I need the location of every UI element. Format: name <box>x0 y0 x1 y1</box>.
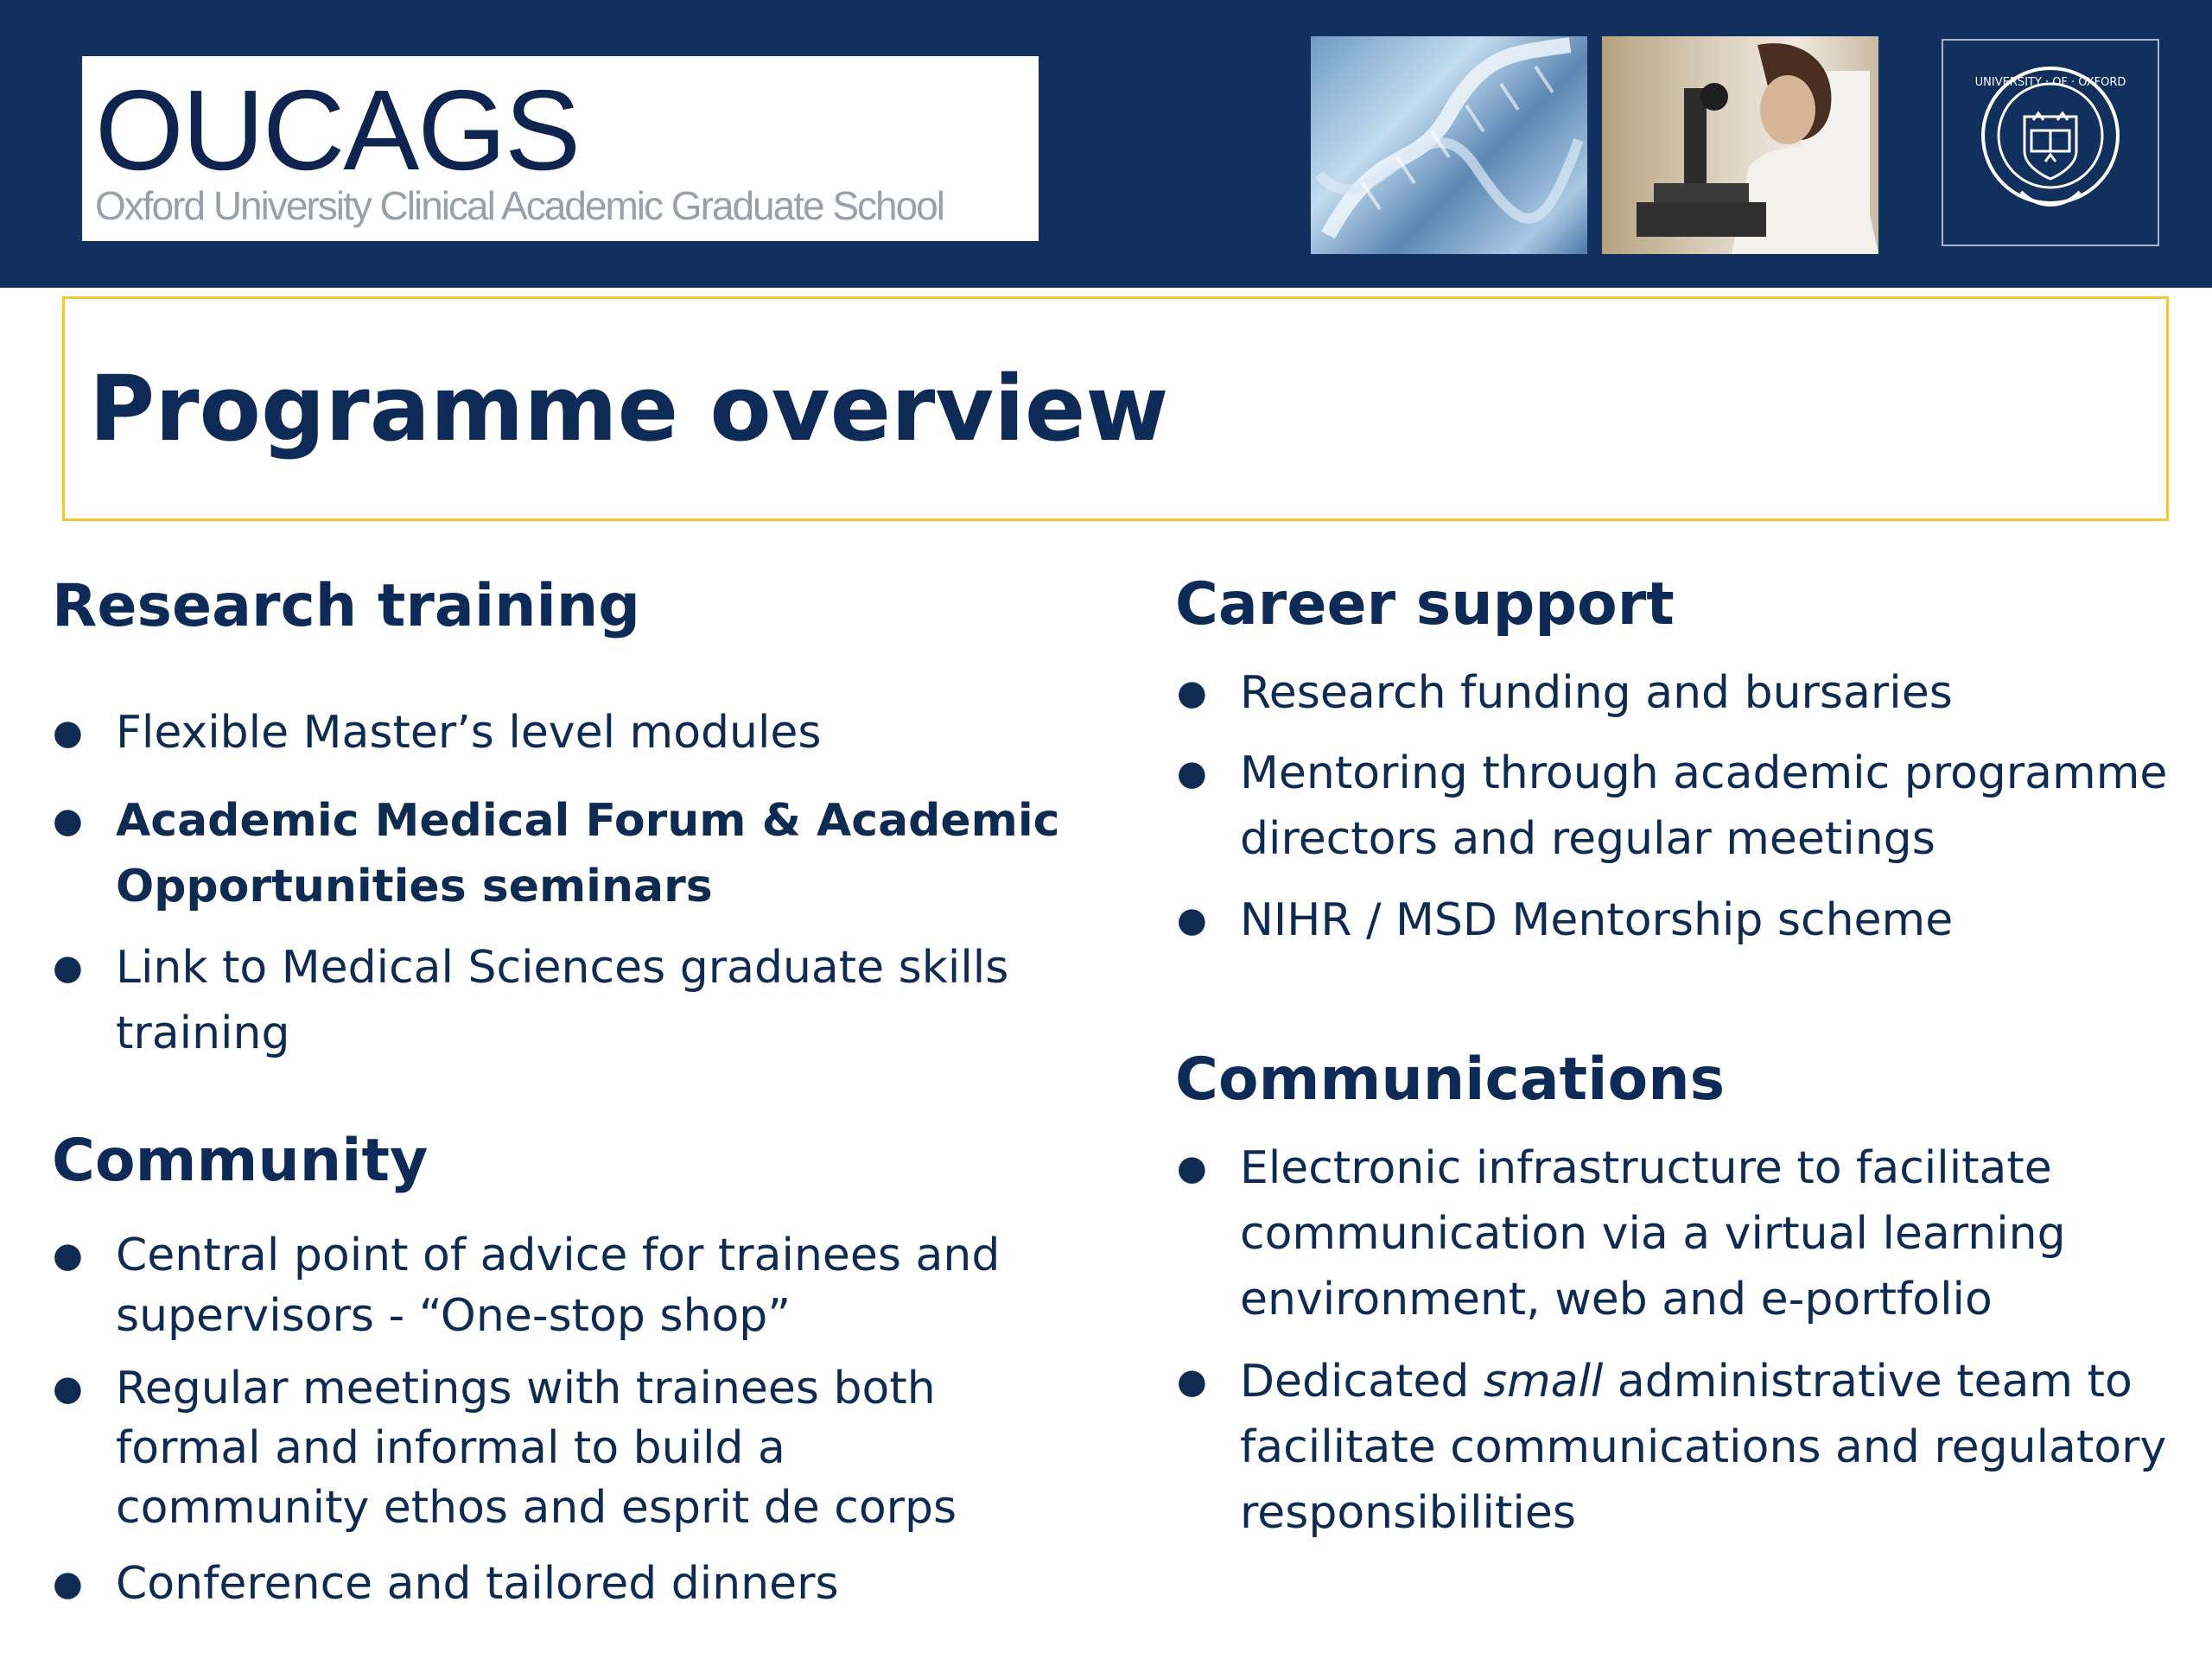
list-item: ● Electronic infrastructure to facilitate communication via a virtual learning environment, web and e-portfolio <box>1240 1135 2066 1332</box>
list-item: ● Mentoring through academic programme directors and regular meetings <box>1240 741 2167 872</box>
list-item: ● Conference and tailored dinners <box>116 1551 839 1617</box>
bullet-icon: ● <box>1177 673 1207 713</box>
oxford-crest-icon <box>1943 41 2158 245</box>
list-item: ● Link to Medical Sciences graduate skills training <box>116 935 1008 1066</box>
bullet-icon: ● <box>1177 1148 1207 1188</box>
bullet-icon: ● <box>53 801 83 841</box>
bullet-icon: ● <box>53 1369 83 1408</box>
bullet-icon: ● <box>1177 753 1207 793</box>
list-item: ● Dedicated small administrative team to facilitate communications and regulatory responsibilities <box>1240 1349 2166 1546</box>
bullet-icon: ● <box>53 1564 83 1604</box>
header-banner <box>0 0 2212 288</box>
list-item: ● NIHR / MSD Mentorship scheme <box>1240 887 1953 953</box>
communications-heading: Communications <box>1175 1046 1726 1114</box>
bullet-icon: ● <box>53 713 83 753</box>
list-item: ● Flexible Master’s level modules <box>116 700 822 766</box>
dna-helix-photo <box>1311 36 1587 254</box>
bullet-icon: ● <box>53 948 83 988</box>
seal-text: UNIVERSITY · OF · OXFORD <box>1974 76 2126 89</box>
bullet-icon: ● <box>1177 900 1207 940</box>
logo-title: OUCAGS <box>95 67 580 194</box>
oxford-seal-box <box>1942 39 2159 246</box>
oucags-logo <box>82 56 1039 241</box>
emphasis-small: small <box>1483 1356 1604 1408</box>
research-training-heading: Research training <box>52 572 640 640</box>
bullet-icon: ● <box>53 1236 83 1275</box>
community-heading: Community <box>52 1127 429 1195</box>
list-item: ● Research funding and bursaries <box>1240 660 1953 726</box>
slide-title: Programme overview <box>89 356 1169 461</box>
list-item: ● Central point of advice for trainees and supervisors - “One-stop shop” <box>116 1225 1000 1346</box>
logo-subtitle: Oxford University Clinical Academic Graduate School <box>95 183 944 228</box>
microscope-photo <box>1602 36 1878 254</box>
bullet-icon: ● <box>1177 1362 1207 1402</box>
list-item: ● Regular meetings with trainees both formal and informal to build a community ethos and esprit de corps <box>116 1359 957 1538</box>
slide-title-box <box>62 296 2169 521</box>
list-item: ● Academic Medical Forum & Academic Opportunities seminars <box>116 788 1060 919</box>
career-support-heading: Career support <box>1175 570 1675 639</box>
